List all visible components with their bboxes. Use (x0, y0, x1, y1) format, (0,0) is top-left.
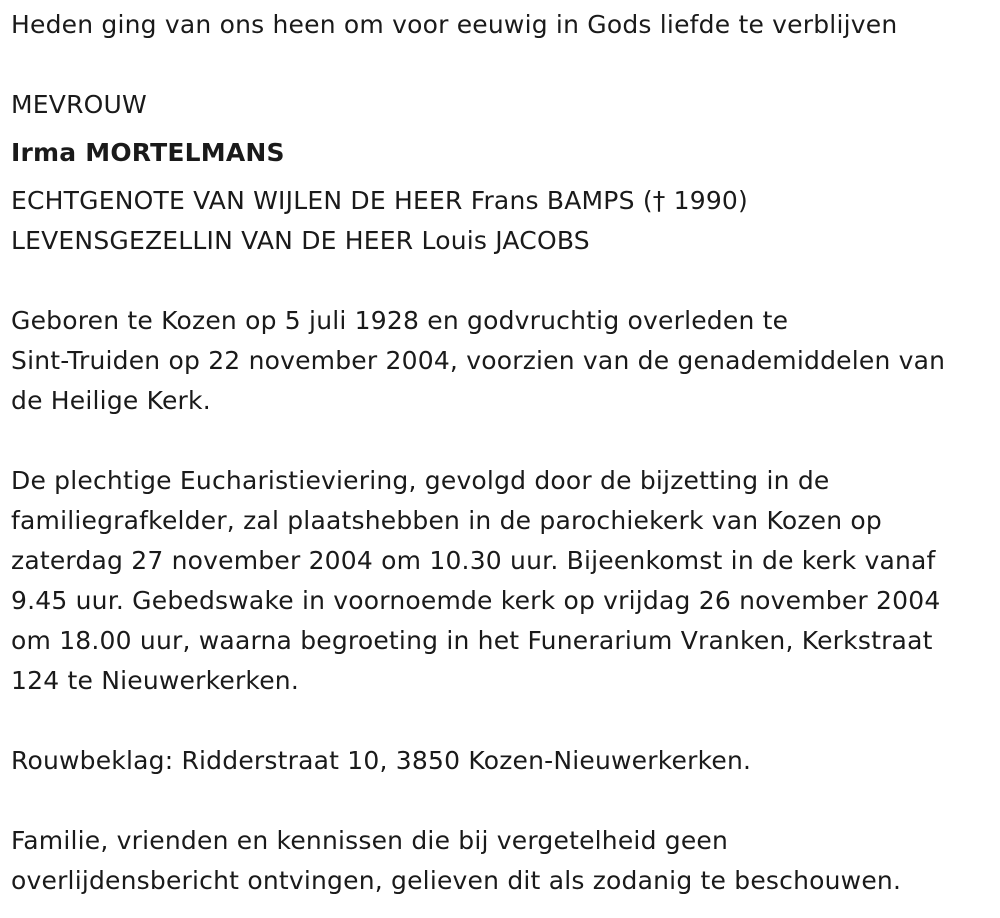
ceremony-line: familiegrafkelder, zal plaatshebben in de parochiekerk van Kozen op (11, 506, 882, 535)
birth-death-line: de Heilige Kerk. (11, 386, 211, 415)
partner-last-name: JACOBS (495, 226, 590, 255)
partner-first-name: Louis (421, 226, 488, 255)
ceremony-line: om 18.00 uur, waarna begroeting in het Funerarium Vranken, Kerkstraat (11, 626, 933, 655)
deceased-first-name: Irma (11, 138, 77, 167)
birth-death-line: Sint-Truiden op 22 november 2004, voorzien van de genademiddelen van (11, 346, 946, 375)
partner-line (11, 221, 590, 261)
birth-death-line: Geboren te Kozen op 5 juli 1928 en godvruchtig overleden te (11, 306, 789, 335)
partner-prefix: LEVENSGEZELLIN VAN DE HEER (11, 226, 414, 255)
ceremony-line: zaterdag 27 november 2004 om 10.30 uur. Bijeenkomst in de kerk vanaf (11, 546, 936, 575)
closing-line: overlijdensbericht ontvingen, gelieven dit als zodanig te beschouwen. (11, 866, 902, 895)
deceased-last-name: MORTELMANS (85, 138, 285, 167)
closing-line: Familie, vrienden en kennissen die bij vergetelheid geen (11, 826, 729, 855)
ceremony-line: De plechtige Eucharistieviering, gevolgd door de bijzetting in de (11, 466, 830, 495)
spouse-death-note: († 1990) (642, 186, 748, 215)
title-line: MEVROUW (11, 90, 147, 119)
ceremony-line: 124 te Nieuwerkerken. (11, 666, 299, 695)
spouse-line (11, 181, 748, 221)
spouse-prefix: ECHTGENOTE VAN WIJLEN DE HEER (11, 186, 463, 215)
deceased-name (11, 133, 285, 173)
opening-line: Heden ging van ons heen om voor eeuwig in Gods liefde te verblijven (11, 10, 898, 39)
spouse-first-name: Frans (470, 186, 539, 215)
condolences-line: Rouwbeklag: Ridderstraat 10, 3850 Kozen-Nieuwerkerken. (11, 746, 752, 775)
ceremony-line: 9.45 uur. Gebedswake in voornoemde kerk op vrijdag 26 november 2004 (11, 586, 941, 615)
spouse-last-name: BAMPS (546, 186, 635, 215)
